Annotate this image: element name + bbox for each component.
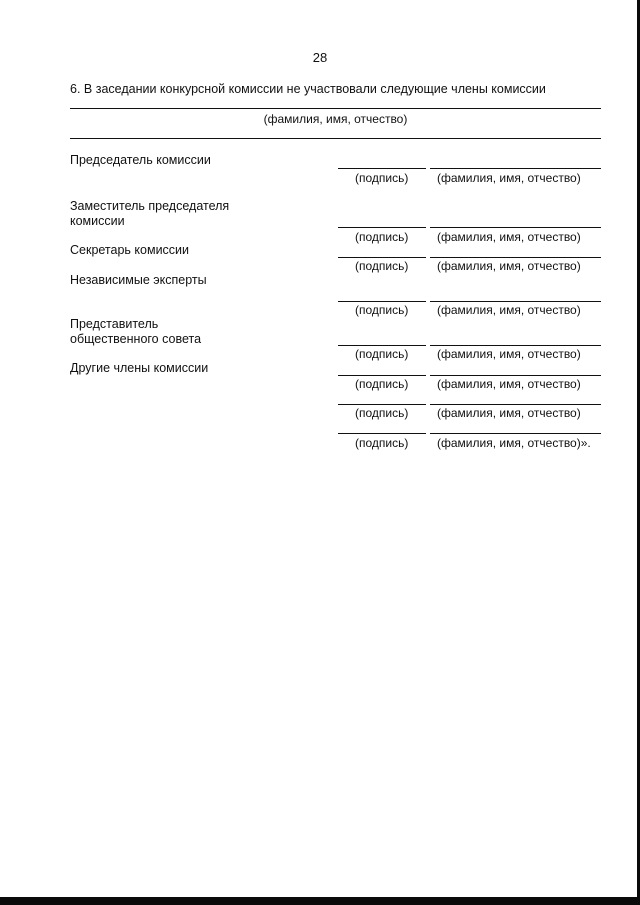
- absent-members-caption: (фамилия, имя, отчество): [263, 112, 408, 126]
- role-public-line1: Представитель: [70, 317, 159, 331]
- others-1-name-caption: (фамилия, имя, отчество): [437, 377, 581, 391]
- chair-name-line: [430, 168, 601, 169]
- role-public-representative: [70, 317, 290, 347]
- role-deputy-line1: Заместитель председателя: [70, 199, 230, 213]
- role-public-line2: общественного совета: [70, 332, 202, 346]
- secretary-signature-line: [338, 257, 426, 258]
- scan-edge-bottom: [0, 897, 640, 905]
- role-experts: Независимые эксперты: [70, 273, 207, 287]
- deputy-name-caption: (фамилия, имя, отчество): [437, 230, 581, 244]
- deputy-signature-caption: (подпись): [355, 230, 409, 244]
- experts-signature-caption: (подпись): [355, 303, 409, 317]
- others-1-name-line: [430, 375, 601, 376]
- role-secretary: Секретарь комиссии: [70, 243, 190, 257]
- absent-members-line: [70, 108, 601, 109]
- experts-name-line: [430, 301, 601, 302]
- others-2-signature-line: [338, 404, 426, 405]
- others-2-signature-caption: (подпись): [355, 406, 409, 420]
- others-1-signature-caption: (подпись): [355, 377, 409, 391]
- others-3-name-caption: (фамилия, имя, отчество)».: [437, 436, 591, 450]
- public-signature-caption: (подпись): [355, 347, 409, 361]
- role-deputy-line2: комиссии: [70, 214, 125, 228]
- role-chair: Председатель комиссии: [70, 153, 211, 167]
- page-number: 28: [312, 50, 328, 65]
- chair-name-caption: (фамилия, имя, отчество): [437, 171, 581, 185]
- others-3-signature-line: [338, 433, 426, 434]
- public-signature-line: [338, 345, 426, 346]
- deputy-name-line: [430, 227, 601, 228]
- secretary-name-line: [430, 257, 601, 258]
- others-3-name-line: [430, 433, 601, 434]
- others-2-name-line: [430, 404, 601, 405]
- others-1-signature-line: [338, 375, 426, 376]
- deputy-signature-line: [338, 227, 426, 228]
- role-others: Другие члены комиссии: [70, 361, 209, 375]
- role-deputy: [70, 199, 290, 229]
- others-3-signature-caption: (подпись): [355, 436, 409, 450]
- absent-members-line-2: [70, 138, 601, 139]
- intro-paragraph: 6. В заседании конкурсной комиссии не участвовали следующие члены комиссии: [70, 82, 546, 96]
- chair-signature-caption: (подпись): [355, 171, 409, 185]
- experts-signature-line: [338, 301, 426, 302]
- others-2-name-caption: (фамилия, имя, отчество): [437, 406, 581, 420]
- chair-signature-line: [338, 168, 426, 169]
- experts-name-caption: (фамилия, имя, отчество): [437, 303, 581, 317]
- public-name-line: [430, 345, 601, 346]
- secretary-name-caption: (фамилия, имя, отчество): [437, 259, 581, 273]
- secretary-signature-caption: (подпись): [355, 259, 409, 273]
- public-name-caption: (фамилия, имя, отчество): [437, 347, 581, 361]
